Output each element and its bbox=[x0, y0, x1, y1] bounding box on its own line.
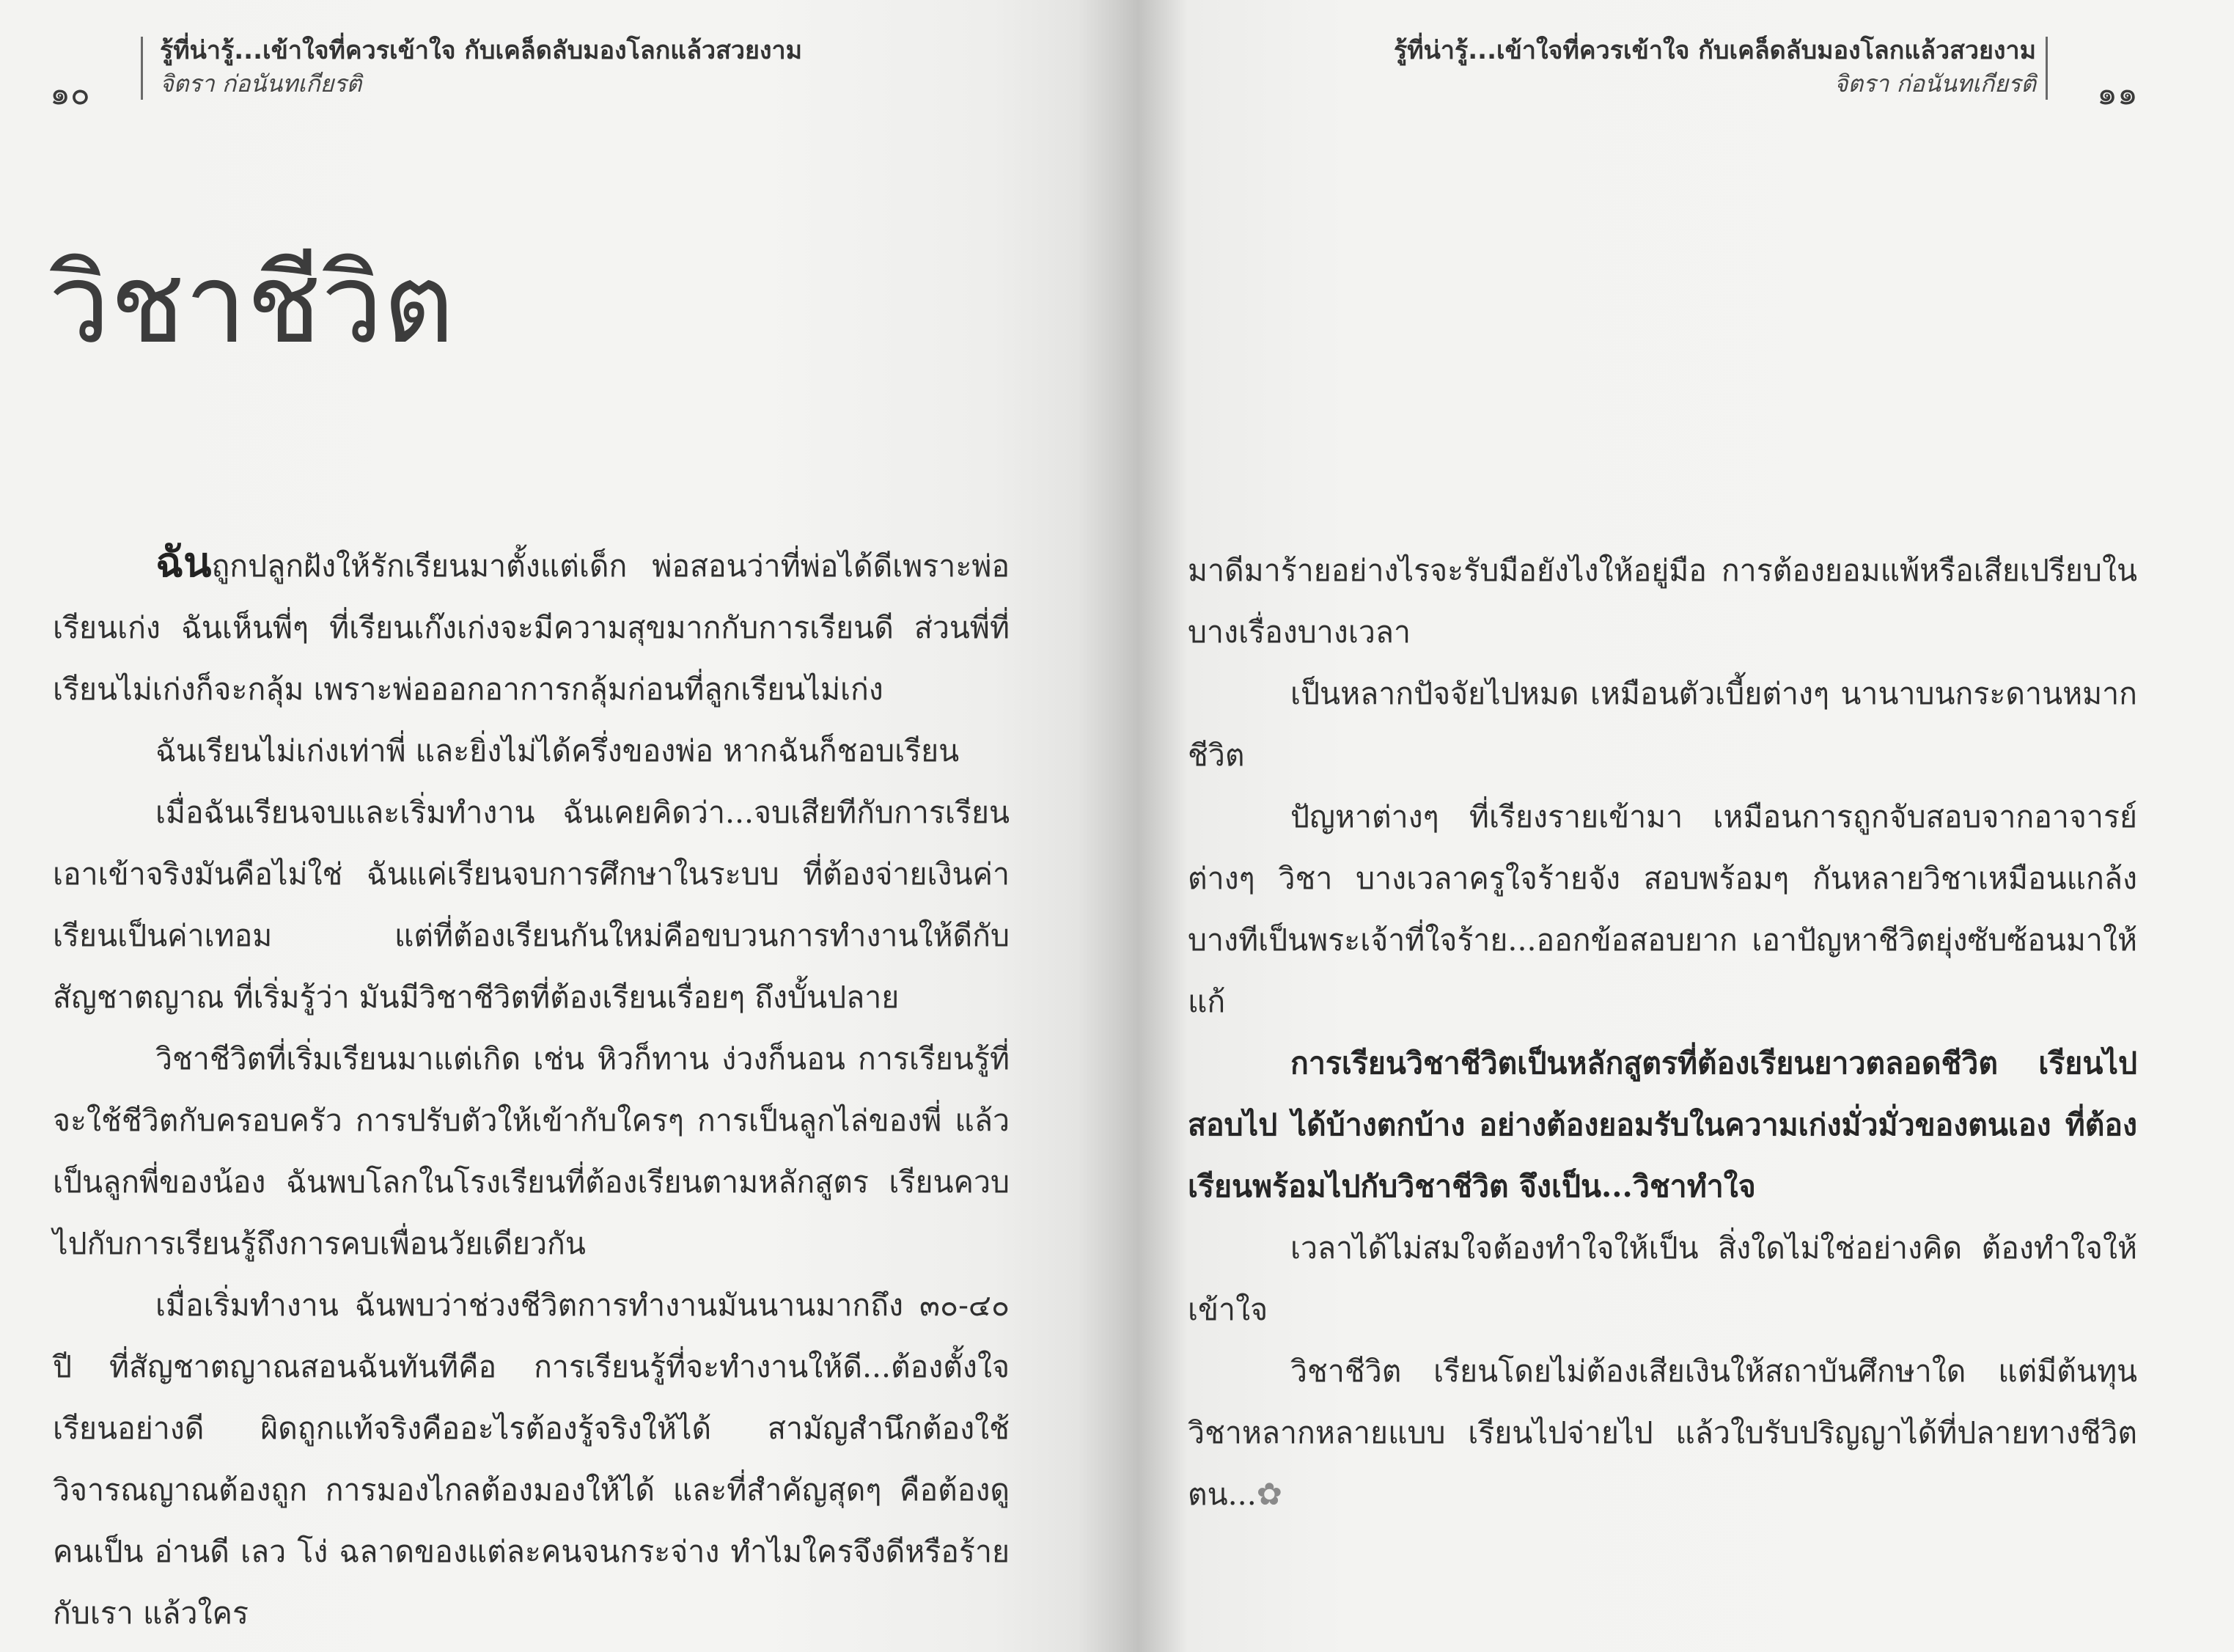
author-name: จิตรา ก่อนันทเกียรติ bbox=[160, 70, 362, 98]
book-title: รู้ที่น่ารู้...เข้าใจที่ควรเข้าใจ กับเคล็ดลับมองโลกแล้วสวยงาม bbox=[1393, 36, 2036, 65]
paragraph: ปัญหาต่างๆ ที่เรียงรายเข้ามา เหมือนการถูกจับสอบจากอาจารย์ต่างๆ วิชา บางเวลาครูใจร้ายจัง สอบพร้อมๆ กันหลายวิชาเหมือนแกล้ง บางทีเป็นพระเจ้าที่ใจร้าย...ออกข้อสอบยาก เอาปัญหาชีวิตยุ่งซับซ้อนมาให้แก้ bbox=[1188, 799, 2137, 1019]
paragraph-text: วิชาชีวิต เรียนโดยไม่ต้องเสียเงินให้สถาบันศึกษาใด แต่มีต้นทุนวิชาหลากหลายแบบ เรียนไปจ่ายไป แล้วใบรับปริญญาได้ที่ปลายทางชีวิตตน... bbox=[1188, 1354, 2137, 1512]
author-name: จิตรา ก่อนันทเกียรติ bbox=[1834, 70, 2036, 98]
paragraph: เวลาได้ไม่สมใจต้องทำใจให้เป็น สิ่งใดไม่ใช่อย่างคิด ต้องทำใจให้เข้าใจ bbox=[1188, 1230, 2137, 1327]
paragraph-bold: การเรียนวิชาชีวิตเป็นหลักสูตรที่ต้องเรียนยาวตลอดชีวิต เรียนไปสอบไป ได้บ้างตกบ้าง อย่างต้องยอมรับในความเก่งมั่วมั่วของตนเอง ที่ต้องเรียนพร้อมไปกับวิชาชีวิต จึงเป็น...วิชาทำใจ bbox=[1188, 1046, 2137, 1204]
body-text bbox=[53, 532, 1010, 1644]
running-header bbox=[160, 34, 802, 100]
paragraph bbox=[1188, 1340, 2137, 1525]
dropcap: ฉัน bbox=[155, 539, 212, 587]
header-divider bbox=[141, 37, 143, 100]
book-title: รู้ที่น่ารู้...เข้าใจที่ควรเข้าใจ กับเคล็ดลับมองโลกแล้วสวยงาม bbox=[160, 36, 803, 65]
paragraph: เป็นหลากปัจจัยไปหมด เหมือนตัวเบี้ยต่างๆ นานาบนกระดานหมากชีวิต bbox=[1188, 676, 2137, 773]
flower-icon: ✿ bbox=[1256, 1476, 1282, 1512]
paragraph bbox=[53, 532, 1010, 720]
paragraph: ฉันเรียนไม่เก่งเท่าพี่ และยิ่งไม่ได้ครึ่งของพ่อ หากฉันก็ชอบเรียน bbox=[155, 733, 960, 768]
page-number: ๑๐ bbox=[50, 75, 90, 112]
paragraph: มาดีมาร้ายอย่างไรจะรับมือยังไงให้อยู่มือ การต้องยอมแพ้หรือเสียเปรียบในบางเรื่องบางเวลา bbox=[1188, 553, 2137, 650]
right-page bbox=[1188, 0, 2234, 1652]
book-gutter bbox=[1078, 0, 1188, 1652]
paragraph-text: ถูกปลูกฝังให้รักเรียนมาตั้งแต่เด็ก พ่อสอนว่าที่พ่อได้ดีเพราะพ่อเรียนเก่ง ฉันเห็นพี่ๆ ที่เรียนเก๊งเก่งจะมีความสุขมากกับการเรียนดี ส่วนพี่ที่เรียนไม่เก่งก็จะกลุ้ม เพราะพ่อออกอาการกลุ้มก่อนที่ลูกเรียนไม่เก่ง bbox=[53, 548, 1010, 707]
running-header bbox=[1394, 34, 2036, 100]
header-divider bbox=[2046, 37, 2048, 100]
chapter-title: วิชาชีวิต bbox=[48, 241, 455, 368]
paragraph: เมื่อฉันเรียนจบและเริ่มทำงาน ฉันเคยคิดว่า...จบเสียทีกับการเรียน เอาเข้าจริงมันคือไม่ใช่ ฉันแค่เรียนจบการศึกษาในระบบ ที่ต้องจ่ายเงินค่าเรียนเป็นค่าเทอม แต่ที่ต้องเรียนกันใหม่คือขบวนการทำงานให้ดีกับสัญชาตญาณ ที่เริ่มรู้ว่า มันมีวิชาชีวิตที่ต้องเรียนเรื่อยๆ ถึงบั้นปลาย bbox=[53, 795, 1010, 1015]
paragraph: วิชาชีวิตที่เริ่มเรียนมาแต่เกิด เช่น หิวก็ทาน ง่วงก็นอน การเรียนรู้ที่จะใช้ชีวิตกับครอบครัว การปรับตัวให้เข้ากับใครๆ การเป็นลูกไล่ของพี่ แล้วเป็นลูกพี่ของน้อง ฉันพบโลกในโรงเรียนที่ต้องเรียนตามหลักสูตร เรียนควบไปกับการเรียนรู้ถึงการคบเพื่อนวัยเดียวกัน bbox=[53, 1041, 1010, 1261]
left-page bbox=[0, 0, 1078, 1652]
body-text bbox=[1188, 540, 2137, 1525]
page-number: ๑๑ bbox=[2097, 75, 2138, 112]
paragraph: เมื่อเริ่มทำงาน ฉันพบว่าช่วงชีวิตการทำงานมันนานมากถึง ๓๐-๔๐ ปี ที่สัญชาตญาณสอนฉันทันทีคือ การเรียนรู้ที่จะทำงานให้ดี...ต้องตั้งใจเรียนอย่างดี ผิดถูกแท้จริงคืออะไรต้องรู้จริงให้ได้ สามัญสำนึกต้องใช้ วิจารณญาณต้องถูก การมองไกลต้องมองให้ได้ และที่สำคัญสุดๆ คือต้องดูคนเป็น อ่านดี เลว โง่ ฉลาดของแต่ละคนจนกระจ่าง ทำไมใครจึงดีหรือร้ายกับเรา แล้วใคร bbox=[53, 1288, 1010, 1631]
